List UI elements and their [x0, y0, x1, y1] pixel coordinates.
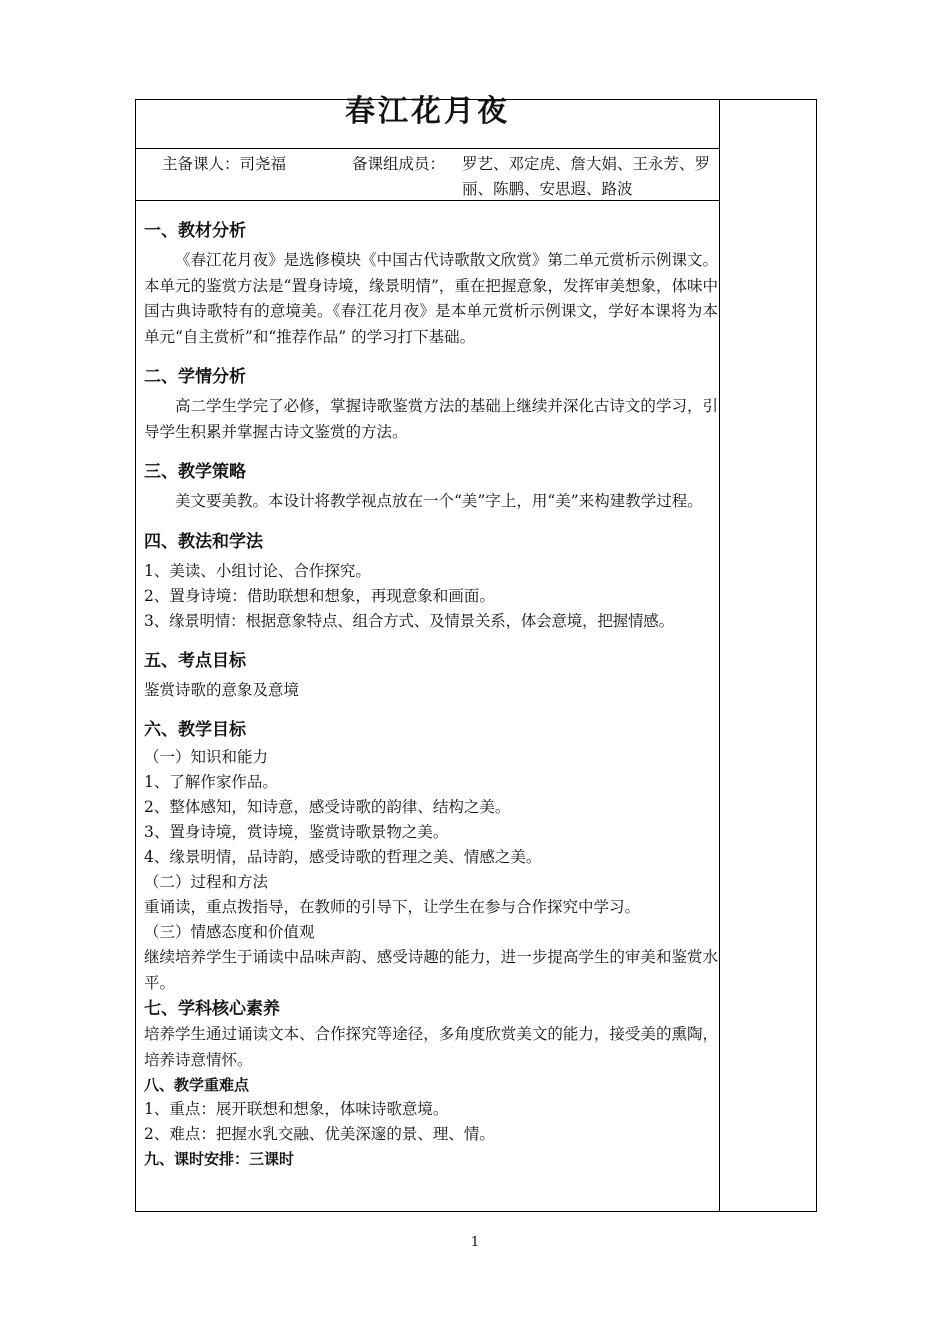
page-number: 1	[470, 1235, 480, 1250]
list-item: 3、缘景明情：根据意象特点、组合方式、及情景关系，体会意境，把握情感。	[144, 611, 674, 630]
list-item: 1、重点：展开联想和想象，体味诗歌意境。	[144, 1100, 449, 1118]
list-item: 4、缘景明情，品诗韵，感受诗歌的哲理之美、情感之美。	[144, 848, 542, 866]
table-column-divider	[719, 99, 720, 1212]
list-item: 1、了解作家作品。	[144, 773, 278, 791]
section-heading: 一、教材分析	[144, 221, 246, 241]
lead-teacher: 主备课人：司尧福	[162, 155, 287, 173]
section-heading: 三、教学策略	[144, 462, 246, 482]
subheading: （一）知识和能力	[144, 748, 269, 766]
members-label: 备课组成员：	[352, 155, 446, 173]
page-title: 春江花月夜	[345, 94, 510, 129]
section-text: 高二学生学完了必修，掌握诗歌鉴赏方法的基础上继续并深化古诗文的学习，引导学生积累并掌握古诗文鉴赏的方法。	[144, 397, 718, 441]
subheading: （二）过程和方法	[144, 873, 269, 891]
list-item: 2、难点：把握水乳交融、优美深邃的景、理、情。	[144, 1125, 495, 1143]
section-heading: 七、学科核心素养	[144, 999, 280, 1019]
section-heading: 四、教法和学法	[144, 531, 263, 552]
section-heading: 二、学情分析	[144, 367, 246, 387]
section-text: 培养学生通过诵读文本、合作探究等途径，多角度欣赏美文的能力，接受美的熏陶，培养诗意情怀。	[144, 1025, 718, 1069]
table-row-divider	[135, 148, 720, 149]
section-text: 《春江花月夜》是选修模块《中国古代诗歌散文欣赏》第二单元赏析示例课文。本单元的鉴赏方法是“置身诗境，缘景明情”，重在把握意象，发挥审美想象，体味中国古典诗歌特有的意境美。《春江花月夜》是本单元赏析示例课文，学好本课将为本单元“自主赏析”和“推荐作品” 的学习打下基础。	[144, 251, 718, 346]
goals-list	[144, 745, 718, 945]
section-heading: 九、课时安排：三课时	[144, 1150, 295, 1168]
key-points-list	[144, 1097, 718, 1147]
list-item: 3、置身诗境，赏诗境，鉴赏诗歌景物之美。	[144, 823, 449, 841]
lesson-content	[144, 214, 718, 1171]
list-item: 2、置身诗境：借助联想和想象，再现意象和画面。	[144, 586, 495, 605]
list-item: 1、美读、小组讨论、合作探究。	[144, 561, 371, 580]
section-text: 继续培养学生于诵读中品味声韵、感受诗趣的能力，进一步提高学生的审美和鉴赏水平。	[144, 948, 718, 992]
group-members: 罗艺、邓定虎、詹大娟、王永芳、罗丽、陈鹏、安思遐、路波	[462, 155, 711, 198]
section-heading: 六、教学目标	[144, 720, 246, 740]
section-heading: 五、考点目标	[144, 650, 246, 671]
section-text: 鉴赏诗歌的意象及意境	[144, 680, 300, 699]
subheading: （三）情感态度和价值观	[144, 923, 315, 941]
section-text: 美文要美教。本设计将教学视点放在一个“美”字上，用“美”来构建教学过程。	[175, 492, 703, 510]
method-list	[144, 559, 718, 634]
section-heading: 八、教学重难点	[144, 1076, 250, 1094]
list-item: 2、整体感知，知诗意，感受诗歌的韵律、结构之美。	[144, 798, 511, 816]
list-item: 重诵读，重点拨指导，在教师的引导下，让学生在参与合作探究中学习。	[144, 898, 641, 916]
